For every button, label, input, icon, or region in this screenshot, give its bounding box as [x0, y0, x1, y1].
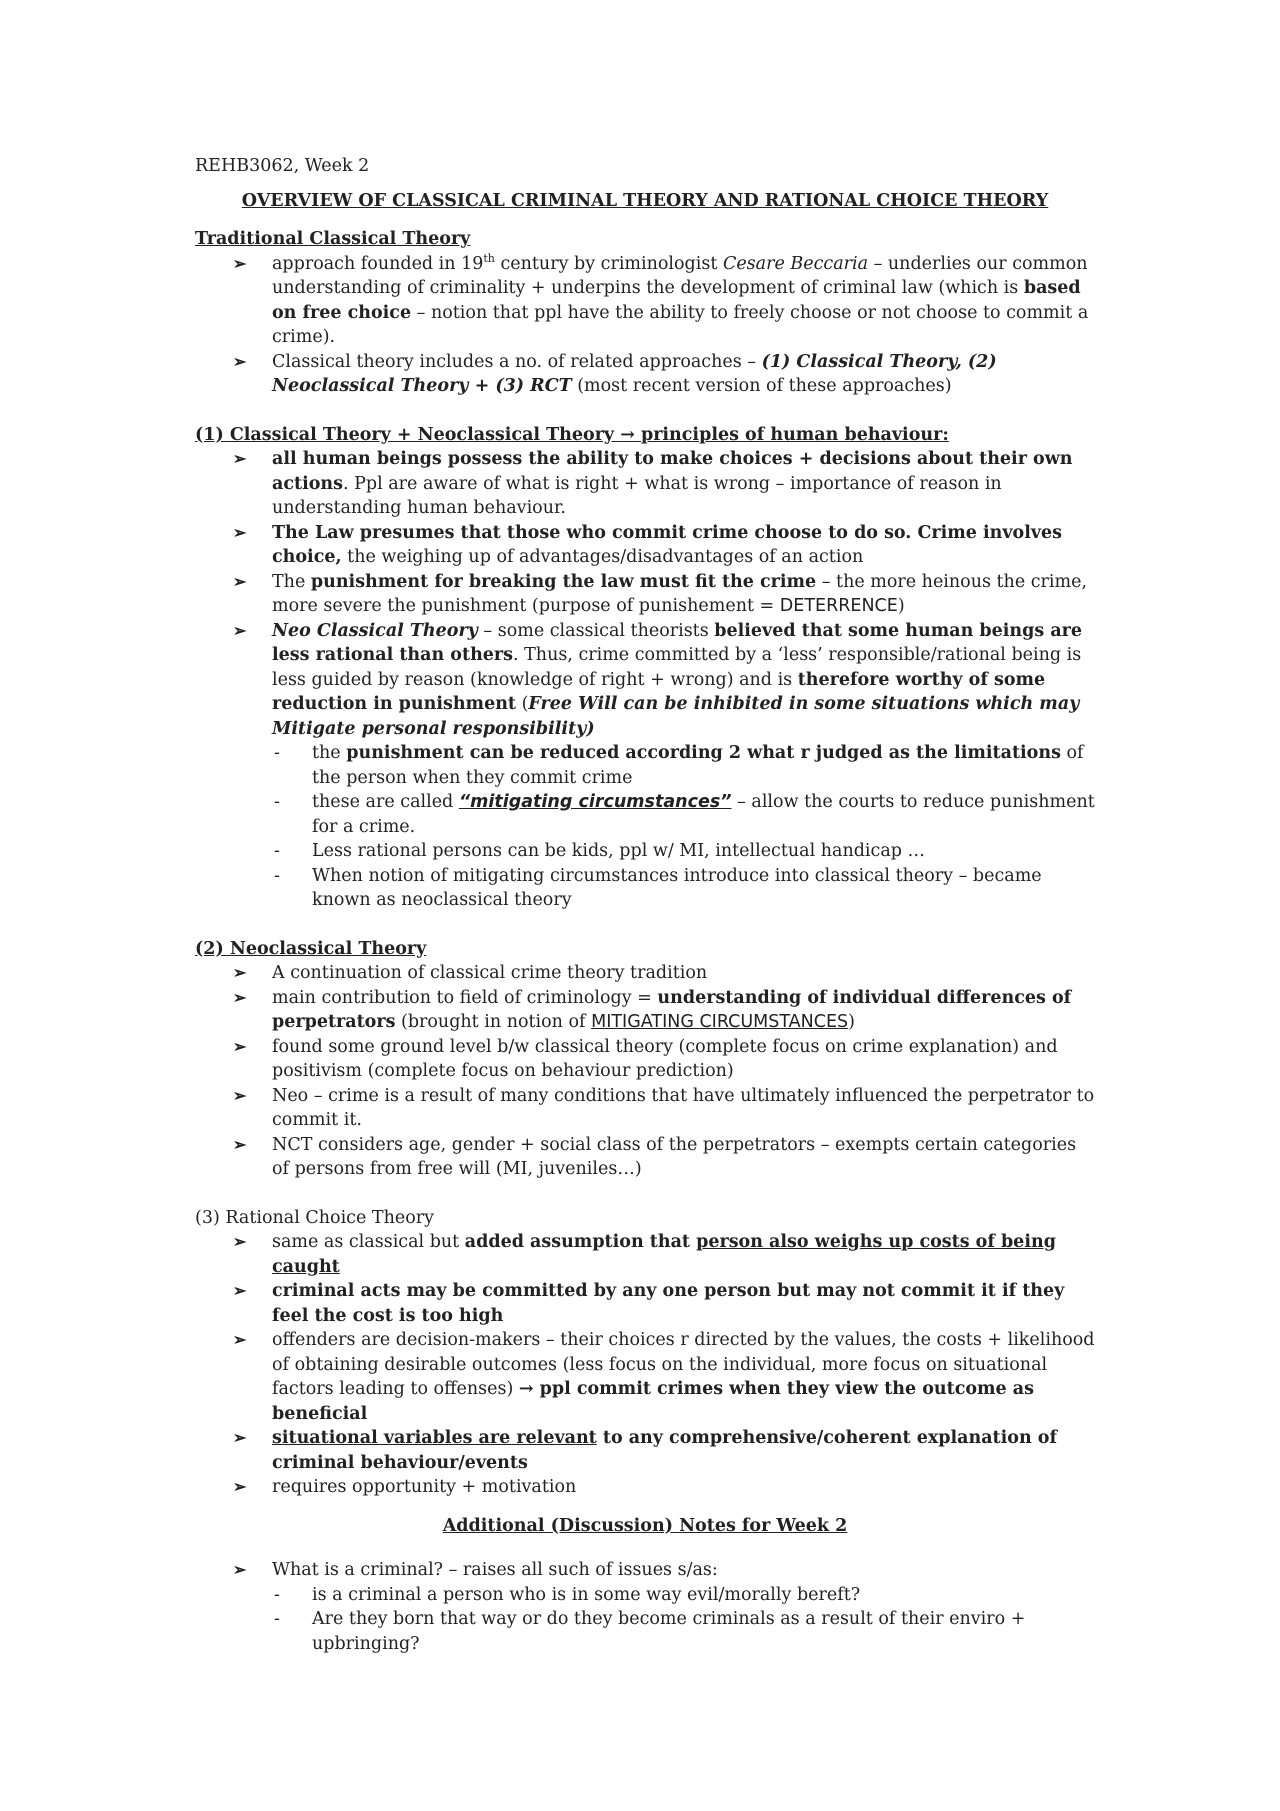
list-item: ➢ A continuation of classical crime theory tradition: [195, 961, 1095, 986]
list-item: ➢ The punishment for breaking the law must fit the crime – the more heinous the crime, more severe the punishment (purpose of punishement = DETERRENCE): [233, 571, 1088, 616]
page-title: OVERVIEW OF CLASSICAL CRIMINAL THEORY AND RATIONAL CHOICE THEORY: [241, 190, 1049, 211]
arrow-bullet-icon: ➢: [233, 963, 247, 982]
right-arrow-icon: →: [620, 424, 635, 445]
arrow-bullet-icon: ➢: [233, 620, 247, 640]
arrow-bullet-icon: ➢: [233, 1330, 247, 1349]
list-item: ➢ offenders are decision-makers – their choices r directed by the values, the costs + likelihood of obtaining desirable outcomes (less focus on the individual, more focus on situational factors leading to offenses) → ppl commit crimes when they view the outcome as beneficial: [233, 1330, 1095, 1424]
section-heading-additional: Additional (Discussion) Notes for Week 2: [442, 1515, 848, 1536]
document-body: [195, 154, 1095, 1656]
list-item: ➢ situational variables are relevant to any comprehensive/coherent explanation of criminal behaviour/events: [233, 1428, 1057, 1473]
arrow-bullet-icon: ➢: [233, 1085, 247, 1105]
additional-bullets: [195, 1558, 1095, 1656]
section-heading-principles: (1) Classical Theory + Neoclassical Theory → principles of human behaviour:: [195, 424, 949, 445]
list-item: ➢ NCT considers age, gender + social class of the perpetrators – exempts certain categories of persons from free will (MI, juveniles…): [233, 1134, 1077, 1179]
sub-list: [272, 741, 1095, 913]
arrow-bullet-icon: ➢: [233, 253, 247, 273]
neoclassical-bullets: [195, 961, 1095, 1182]
arrow-bullet-icon: ➢: [233, 522, 247, 542]
list-item: ➢ found some ground level b/w classical theory (complete focus on crime explanation) and positivism (complete focus on behaviour prediction): [233, 1036, 1058, 1081]
dash-bullet: -: [274, 865, 280, 886]
section-heading-neoclassical: (2) Neoclassical Theory: [195, 938, 427, 959]
list-item: ➢ Neo Classical Theory – some classical theorists believed that some human beings are less rational than others. Thus, crime committed by a ‘less’ responsible/rational being is less guided by reason (knowledge of right + wrong) and is therefore worthy of some reduction in punishment (Free Will can be inhibited in some situations which may Mitigate personal responsibility) - the punishment can be reduced according 2 what r judged as the limitations of the person when they commit crime - these are called “mitigating circumstances” – allow the courts to reduce punishment for a crime. - Less rational persons can be kids, ppl w/ MI, intellectual handicap … - When notion of mitigating circumstances introduce into classical theory – became known as neoclassical theory: [195, 619, 1095, 913]
list-item: ➢ Classical theory includes a no. of related approaches – (1) Classical Theory, (2) Neoclassical Theory + (3) RCT (most recent version of these approaches): [233, 351, 997, 396]
arrow-bullet-icon: ➢: [233, 1428, 247, 1447]
arrow-bullet-icon: ➢: [233, 1560, 247, 1579]
sub-list-item: - these are called “mitigating circumstances” – allow the courts to reduce punishment for a crime.: [274, 792, 1095, 837]
dash-bullet: -: [274, 792, 280, 812]
principles-bullets: [195, 447, 1095, 913]
list-item: ➢ main contribution to field of criminology = understanding of individual differences of perpetrators (brought in notion of MITIGATING CIRCUMSTANCES): [233, 987, 1072, 1032]
sub-list-item: - the punishment can be reduced according 2 what r judged as the limitations of the person when they commit crime: [274, 743, 1084, 788]
list-item: ➢ The Law presumes that those who commit crime choose to do so. Crime involves choice, the weighing up of advantages/disadvantages of an action: [233, 522, 1063, 567]
list-item: ➢ criminal acts may be committed by any one person but may not commit it if they feel the cost is too high: [233, 1281, 1065, 1326]
list-item: ➢ requires opportunity + motivation: [195, 1475, 1095, 1500]
list-item: ➢ What is a criminal? – raises all such of issues s/as: - is a criminal a person who is in some way evil/morally bereft? - Are they born that way or do they become criminals as a result of their enviro + upbringing?: [195, 1558, 1095, 1656]
dash-bullet: -: [274, 743, 280, 763]
sub-list-item: - Are they born that way or do they become criminals as a result of their enviro + upbringing?: [274, 1609, 1026, 1654]
list-item: ➢ approach founded in 19th century by criminologist Cesare Beccaria – underlies our common understanding of criminality + underpins the development of criminal law (which is based on free choice – notion that ppl have the ability to freely choose or not choose to commit a crime).: [233, 251, 1089, 347]
dash-bullet: -: [274, 841, 280, 861]
arrow-bullet-icon: ➢: [233, 1232, 247, 1251]
course-code: REHB3062, Week 2: [195, 156, 370, 176]
arrow-bullet-icon: ➢: [233, 1134, 247, 1154]
section-heading-rct: (3) Rational Choice Theory: [195, 1207, 434, 1228]
list-item: ➢ all human beings possess the ability to make choices + decisions about their own actions. Ppl are aware of what is right + what is wrong – importance of reason in understanding human behaviour.: [233, 449, 1073, 518]
list-item: ➢ Neo – crime is a result of many conditions that have ultimately influenced the perpetrator to commit it.: [233, 1085, 1095, 1130]
section-heading-traditional: Traditional Classical Theory: [195, 229, 471, 249]
arrow-bullet-icon: ➢: [233, 1036, 247, 1056]
right-arrow-icon: →: [518, 1379, 534, 1399]
traditional-bullets: [195, 252, 1095, 399]
sub-list-item: - is a criminal a person who is in some way evil/morally bereft?: [272, 1583, 1095, 1608]
sub-list-item: - When notion of mitigating circumstances introduce into classical theory – became known as neoclassical theory: [274, 865, 1042, 910]
list-item: ➢ same as classical but added assumption that person also weighs up costs of being caught: [233, 1232, 1056, 1277]
arrow-bullet-icon: ➢: [233, 351, 247, 371]
sub-list-item: - Less rational persons can be kids, ppl w/ MI, intellectual handicap …: [272, 839, 1095, 864]
sub-list: [272, 1583, 1095, 1657]
rct-bullets: [195, 1230, 1095, 1500]
dash-bullet: -: [274, 1609, 280, 1629]
arrow-bullet-icon: ➢: [233, 987, 247, 1007]
dash-bullet: -: [274, 1584, 280, 1605]
arrow-bullet-icon: ➢: [233, 571, 247, 591]
arrow-bullet-icon: ➢: [233, 1281, 247, 1300]
arrow-bullet-icon: ➢: [233, 1477, 247, 1496]
arrow-bullet-icon: ➢: [233, 449, 247, 468]
